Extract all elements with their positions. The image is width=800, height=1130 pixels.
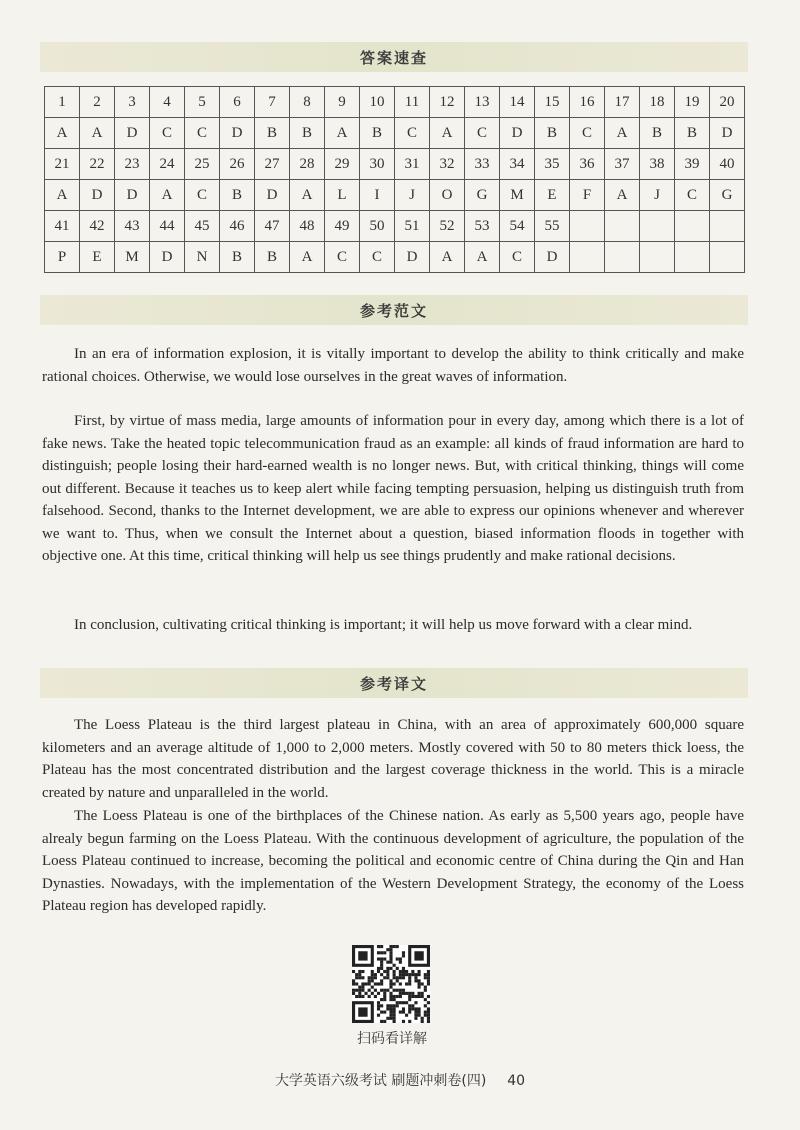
answers-section-title: 答案速查 [359, 48, 428, 67]
answer-cell: A [45, 180, 80, 211]
question-number-cell: 22 [80, 149, 115, 180]
question-number-cell: 35 [535, 149, 570, 180]
question-number-cell: 33 [465, 149, 500, 180]
answer-cell: J [395, 180, 430, 211]
question-number-cell: 32 [430, 149, 465, 180]
question-number-cell: 10 [360, 87, 395, 118]
question-number-cell: 16 [570, 87, 605, 118]
answer-cell: B [640, 118, 675, 149]
question-number-cell [605, 211, 640, 242]
answers-section-header [40, 42, 748, 72]
translation-paragraph-1: The Loess Plateau is the third largest plateau in China, with an area of approximately 600,000 square kilometers and an average altitude of 1,000 to 2,000 meters. Mostly covered with 50 to 80 meters thick loess, the Plateau has the most concentrated distribution and the largest coverage thickness in the world. This is a miracle created by nature and unparalleled in the world. [42, 717, 744, 801]
question-number-cell: 31 [395, 149, 430, 180]
question-number-cell: 23 [115, 149, 150, 180]
question-number-cell: 9 [325, 87, 360, 118]
answer-cell: B [220, 242, 255, 273]
question-number-cell: 43 [115, 211, 150, 242]
answer-cell: A [465, 242, 500, 273]
question-number-cell: 8 [290, 87, 325, 118]
answer-cell: D [500, 118, 535, 149]
answer-cell: A [430, 242, 465, 273]
question-number-cell: 6 [220, 87, 255, 118]
translation-paragraph-2: The Loess Plateau is one of the birthplaces of the Chinese nation. As early as 5,500 years ago, people have alrealy begun farming on the Loess Plateau. With the continuous development of agriculture, the population of the Loess Plateau continued to increase, becoming the political and economic centre of China during the Qin and Han Dynasties. Nowadays, with the implementation of the Western Development Strategy, the economy of the Loess Plateau region has developed rapidly. [42, 808, 744, 914]
answer-cell: O [430, 180, 465, 211]
question-number-cell: 52 [430, 211, 465, 242]
question-number-row [45, 87, 745, 118]
answer-cell: M [500, 180, 535, 211]
answer-cell: C [465, 118, 500, 149]
answer-cell: D [220, 118, 255, 149]
answer-cell: G [710, 180, 745, 211]
answer-letter-row [45, 242, 745, 273]
essay-section-title: 参考范文 [359, 301, 428, 320]
answer-cell: A [290, 180, 325, 211]
question-number-cell: 15 [535, 87, 570, 118]
question-number-cell: 51 [395, 211, 430, 242]
question-number-cell: 28 [290, 149, 325, 180]
answer-cell: D [150, 242, 185, 273]
essay-paragraph-3: In conclusion, cultivating critical thinking is important; it will help us move forward with a clear mind. [74, 617, 693, 633]
answer-cell: C [325, 242, 360, 273]
question-number-cell [675, 211, 710, 242]
question-number-cell: 29 [325, 149, 360, 180]
question-number-cell: 50 [360, 211, 395, 242]
answer-cell: L [325, 180, 360, 211]
question-number-cell: 26 [220, 149, 255, 180]
question-number-cell: 24 [150, 149, 185, 180]
answer-cell [605, 242, 640, 273]
answer-cell: D [255, 180, 290, 211]
question-number-cell: 39 [675, 149, 710, 180]
answer-cell: C [360, 242, 395, 273]
page-footer [0, 1070, 800, 1090]
answer-cell: F [570, 180, 605, 211]
answer-cell: A [605, 180, 640, 211]
answer-cell: D [535, 242, 570, 273]
answer-cell: A [45, 118, 80, 149]
answer-cell: A [430, 118, 465, 149]
answer-cell: B [290, 118, 325, 149]
answer-cell: A [325, 118, 360, 149]
answer-cell: G [465, 180, 500, 211]
answer-cell [570, 242, 605, 273]
question-number-cell: 53 [465, 211, 500, 242]
answer-cell: B [255, 242, 290, 273]
question-number-cell: 45 [185, 211, 220, 242]
question-number-cell: 34 [500, 149, 535, 180]
footer-page-number: 40 [507, 1073, 526, 1089]
answer-cell: C [500, 242, 535, 273]
question-number-cell [710, 211, 745, 242]
question-number-cell: 13 [465, 87, 500, 118]
answer-cell: A [290, 242, 325, 273]
footer-book-title: 大学英语六级考试 刷题冲刺卷(四) [274, 1073, 487, 1089]
answer-cell: C [150, 118, 185, 149]
question-number-cell: 4 [150, 87, 185, 118]
answer-cell: B [255, 118, 290, 149]
answer-cell: C [185, 118, 220, 149]
question-number-cell: 5 [185, 87, 220, 118]
question-number-cell: 54 [500, 211, 535, 242]
answer-cell: E [80, 242, 115, 273]
question-number-cell: 12 [430, 87, 465, 118]
question-number-row [45, 149, 745, 180]
answer-letter-row [45, 180, 745, 211]
answer-cell: C [395, 118, 430, 149]
question-number-cell: 30 [360, 149, 395, 180]
question-number-cell: 46 [220, 211, 255, 242]
answer-cell: M [115, 242, 150, 273]
answer-cell: D [115, 118, 150, 149]
translation-section-title: 参考译文 [359, 674, 428, 693]
answer-key-table [44, 86, 745, 273]
question-number-cell: 36 [570, 149, 605, 180]
question-number-cell: 21 [45, 149, 80, 180]
question-number-cell: 40 [710, 149, 745, 180]
answer-cell: D [710, 118, 745, 149]
question-number-cell: 44 [150, 211, 185, 242]
answer-cell: J [640, 180, 675, 211]
question-number-cell: 27 [255, 149, 290, 180]
answer-cell [710, 242, 745, 273]
question-number-cell: 48 [290, 211, 325, 242]
essay-section-header [40, 295, 748, 325]
qr-code-icon[interactable] [352, 945, 430, 1023]
question-number-cell: 17 [605, 87, 640, 118]
question-number-cell: 38 [640, 149, 675, 180]
answer-cell: B [535, 118, 570, 149]
question-number-row [45, 211, 745, 242]
answer-cell: D [80, 180, 115, 211]
answer-cell: D [395, 242, 430, 273]
answer-cell: D [115, 180, 150, 211]
essay-paragraph-2: First, by virtue of mass media, large amounts of information pour in every day, among which there is a lot of fake news. Take the heated topic telecommunication fraud as an example: all kinds of fraud information are hard to distinguish; people losing their hard-earned wealth is no longer news. But, with critical thinking, things will come out different. Because it teaches us to keep alert while facing tempting persuasion, helping us distinguish truth from falsehood. Second, thanks to the Internet development, we are able to express our opinions whenever and wherever we want to. Thus, when we consult the Internet about a question, biased information floods in together with objective one. At this time, critical thinking will help us see things prudently and make rational decisions. [42, 413, 744, 564]
translation-section-header [40, 668, 748, 698]
question-number-cell: 3 [115, 87, 150, 118]
answer-cell [675, 242, 710, 273]
answer-cell: N [185, 242, 220, 273]
question-number-cell: 1 [45, 87, 80, 118]
question-number-cell: 18 [640, 87, 675, 118]
qr-code-label: 扫码看详解 [357, 1031, 427, 1047]
question-number-cell: 25 [185, 149, 220, 180]
answer-letter-row [45, 118, 745, 149]
answer-cell: P [45, 242, 80, 273]
question-number-cell [640, 211, 675, 242]
answer-cell: C [675, 180, 710, 211]
question-number-cell: 7 [255, 87, 290, 118]
answer-cell: B [220, 180, 255, 211]
question-number-cell: 2 [80, 87, 115, 118]
answer-cell [640, 242, 675, 273]
question-number-cell: 49 [325, 211, 360, 242]
question-number-cell: 37 [605, 149, 640, 180]
question-number-cell: 11 [395, 87, 430, 118]
answer-cell: C [185, 180, 220, 211]
answer-cell: A [80, 118, 115, 149]
answer-cell: E [535, 180, 570, 211]
question-number-cell: 19 [675, 87, 710, 118]
question-number-cell: 55 [535, 211, 570, 242]
question-number-cell: 42 [80, 211, 115, 242]
question-number-cell: 47 [255, 211, 290, 242]
answer-cell: A [605, 118, 640, 149]
question-number-cell [570, 211, 605, 242]
question-number-cell: 41 [45, 211, 80, 242]
answer-cell: B [675, 118, 710, 149]
answer-cell: A [150, 180, 185, 211]
question-number-cell: 20 [710, 87, 745, 118]
question-number-cell: 14 [500, 87, 535, 118]
answer-cell: I [360, 180, 395, 211]
answer-cell: B [360, 118, 395, 149]
answer-cell: C [570, 118, 605, 149]
essay-paragraph-1: In an era of information explosion, it is vitally important to develop the ability to think critically and make rational choices. Otherwise, we would lose ourselves in the great waves of information. [42, 346, 744, 385]
